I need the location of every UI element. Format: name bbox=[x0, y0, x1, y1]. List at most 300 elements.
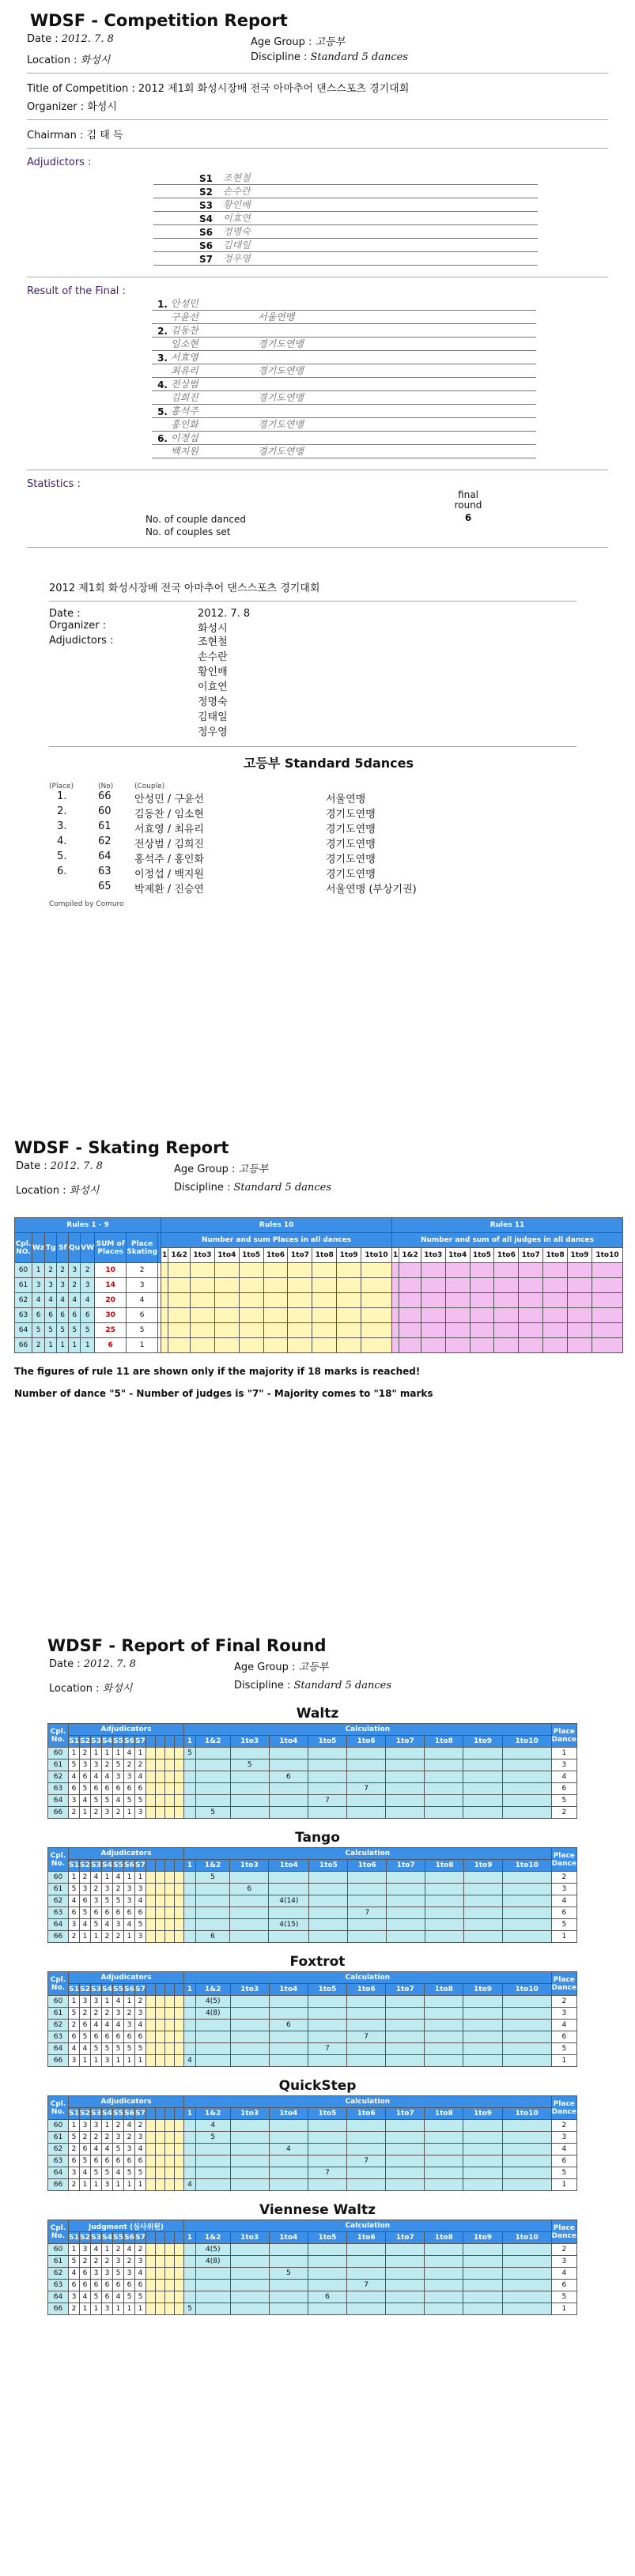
adjudicator-row bbox=[153, 212, 538, 225]
fr-calc-cell bbox=[269, 2043, 308, 2055]
fr-calc-cell bbox=[230, 1783, 269, 1795]
fr-mark: 1 bbox=[91, 2179, 102, 2191]
fr-empty-judge-col bbox=[165, 2108, 175, 2120]
fr-mark: 2 bbox=[124, 1759, 135, 1771]
sk-r10-cell bbox=[361, 1293, 392, 1308]
fr-mark: 6 bbox=[91, 2280, 102, 2291]
fr-row bbox=[48, 1907, 577, 1919]
fr-mark: 2 bbox=[113, 2244, 124, 2256]
fr-calc-col: 1to3 bbox=[230, 2232, 269, 2244]
fr-calc-col: 1to8 bbox=[425, 1984, 463, 1996]
fr-cpl-header: Cpl. No. bbox=[48, 1848, 69, 1872]
location-label: Location : bbox=[27, 55, 77, 66]
fr-mark: 3 bbox=[102, 1884, 113, 1895]
fr-mark: 4 bbox=[102, 2020, 113, 2031]
fr-calc-cell bbox=[387, 1872, 425, 1884]
fr-calc-cell bbox=[184, 2144, 196, 2155]
fr-row bbox=[48, 2144, 577, 2155]
fr-calc-cell bbox=[464, 1931, 503, 1943]
fr-calc-cell bbox=[230, 2008, 269, 2020]
fr-calc-cell bbox=[269, 2291, 308, 2303]
fr-place-dance: 3 bbox=[551, 1759, 576, 1771]
r11-col: 1to3 bbox=[421, 1248, 445, 1263]
fr-empty-mark bbox=[175, 1996, 184, 2008]
fr-calc-cell bbox=[308, 1783, 346, 1795]
fr-calc-cell bbox=[195, 2043, 230, 2055]
fr-calc-cell bbox=[502, 2268, 551, 2280]
fr-place-dance: 5 bbox=[551, 1795, 576, 1807]
fr-judge-col: S7 bbox=[135, 1736, 146, 1748]
fr-empty-mark bbox=[165, 2291, 175, 2303]
fr-calc-cell bbox=[386, 1996, 425, 2008]
fr-calc-cell bbox=[230, 1907, 269, 1919]
fr-calc-cell bbox=[230, 1996, 269, 2008]
sk-r10-cell bbox=[190, 1323, 214, 1338]
fr-place-dance: 6 bbox=[551, 1907, 576, 1919]
fr-empty-mark bbox=[156, 2303, 165, 2315]
sk-row bbox=[15, 1293, 623, 1308]
fr-calc-cell bbox=[464, 1919, 503, 1931]
fr-mark: 2 bbox=[69, 1807, 80, 1819]
fr-mark: 2 bbox=[102, 1931, 113, 1943]
sk-dance-place: 2 bbox=[69, 1278, 81, 1293]
summary-meta bbox=[49, 608, 608, 740]
fr-place-dance: 6 bbox=[551, 2280, 576, 2291]
fr-calc-cell bbox=[347, 2303, 386, 2315]
summary-place: 5. bbox=[57, 850, 67, 862]
fr-calc-cell: 7 bbox=[347, 2280, 386, 2291]
fr-calc-cell bbox=[184, 2031, 196, 2043]
fr-empty-mark bbox=[165, 2155, 175, 2167]
fr-calc-col: 1to6 bbox=[347, 1984, 386, 1996]
summary-adjudicator: 손수란 bbox=[198, 651, 228, 663]
fr-empty-mark bbox=[165, 1919, 175, 1931]
fr-calc-cell bbox=[195, 2291, 230, 2303]
fr-empty-mark bbox=[156, 1771, 165, 1783]
fr-judge-col: S1 bbox=[69, 1736, 80, 1748]
fr-judge-col: S2 bbox=[80, 2108, 91, 2120]
fr-cpl-no: 60 bbox=[48, 1872, 69, 1884]
fr-calc-cell: 5 bbox=[230, 1759, 269, 1771]
sk-dance-place: 5 bbox=[81, 1323, 95, 1338]
fr-judge-col: S2 bbox=[80, 1984, 91, 1996]
fr-empty-mark bbox=[146, 2256, 156, 2268]
fr-calc-cell bbox=[308, 2303, 346, 2315]
fr-mark: 2 bbox=[124, 2008, 135, 2020]
fr-calc-cell bbox=[230, 1872, 269, 1884]
fr-empty-judge-col bbox=[146, 1984, 156, 1996]
fr-mark: 4 bbox=[91, 2244, 102, 2256]
fr-judge-col: S1 bbox=[69, 2108, 80, 2120]
fr-calc-cell bbox=[502, 1748, 551, 1759]
sk-r11-cell bbox=[399, 1278, 421, 1293]
sk-date: 2012. 7. 8 bbox=[50, 1160, 103, 1172]
sk-r11-cell bbox=[392, 1338, 399, 1353]
fr-empty-judge-col bbox=[146, 2108, 156, 2120]
fr-row bbox=[48, 2020, 577, 2031]
fr-cpl-no: 60 bbox=[48, 2120, 69, 2132]
sk-dance-place: 4 bbox=[32, 1293, 45, 1308]
fr-mark: 5 bbox=[113, 2268, 124, 2280]
fr-calc-cell: 4(8) bbox=[195, 2256, 230, 2268]
fr-cpl-no: 66 bbox=[48, 1807, 69, 1819]
fr-row bbox=[48, 2244, 577, 2256]
fr-calc-cell bbox=[347, 2179, 386, 2191]
sk-r11-cell bbox=[543, 1338, 568, 1353]
fr-empty-mark bbox=[165, 1895, 175, 1907]
sk-r10-cell bbox=[161, 1278, 168, 1293]
final-rank: 5. bbox=[157, 406, 168, 417]
fr-calc-cell: 7 bbox=[347, 1783, 386, 1795]
fr-mark: 6 bbox=[113, 1783, 124, 1795]
fr-calc-col: 1to6 bbox=[347, 2232, 386, 2244]
fr-empty-mark bbox=[156, 1872, 165, 1884]
fr-mark: 1 bbox=[91, 1931, 102, 1943]
fr-empty-judge-col bbox=[175, 2108, 184, 2120]
fr-calc-cell: 7 bbox=[308, 2043, 346, 2055]
age-value: 고등부 bbox=[315, 36, 346, 48]
r10-col: 1to4 bbox=[214, 1248, 239, 1263]
fr-calc-cell: 4(14) bbox=[269, 1895, 309, 1907]
sk-dance-place: 4 bbox=[57, 1293, 69, 1308]
fr-calc-cell bbox=[309, 1931, 348, 1943]
fr-calc-cell: 6 bbox=[195, 1931, 230, 1943]
fr-calc-cell bbox=[425, 2144, 463, 2155]
sk-dance-place: 1 bbox=[45, 1338, 57, 1353]
fr-calc-cell bbox=[195, 1759, 230, 1771]
fr-mark: 6 bbox=[69, 2280, 80, 2291]
fr-empty-mark bbox=[165, 2167, 175, 2179]
fr-judge-col: S4 bbox=[102, 1736, 113, 1748]
final-club: 경기도연맹 bbox=[258, 338, 304, 349]
dance-header: Tg bbox=[45, 1233, 57, 1263]
fr-cpl-no: 60 bbox=[48, 1996, 69, 2008]
fr-calc-col: 1to3 bbox=[230, 1736, 269, 1748]
fr-calc-cell bbox=[184, 2256, 196, 2268]
final-leader: 이정섭 bbox=[171, 432, 198, 443]
fr-calc-cell bbox=[502, 1919, 551, 1931]
sk-dance-place: 2 bbox=[81, 1263, 95, 1278]
summary-couple: 김동찬 / 임소현 bbox=[134, 809, 204, 820]
sk-r11-cell bbox=[494, 1338, 519, 1353]
fr-empty-mark bbox=[165, 1748, 175, 1759]
fr-empty-judge-col bbox=[146, 1860, 156, 1872]
fr-mark: 1 bbox=[135, 2303, 146, 2315]
r11-col: 1 bbox=[392, 1248, 399, 1263]
fr-calc-col: 1to3 bbox=[230, 2108, 269, 2120]
fr-empty-mark bbox=[156, 2120, 165, 2132]
fr-calc-cell bbox=[308, 2244, 346, 2256]
fr-empty-mark bbox=[146, 2055, 156, 2067]
fr-calc-cell bbox=[230, 2020, 269, 2031]
fr-mark: 1 bbox=[69, 1996, 80, 2008]
fr-calc-cell: 5 bbox=[184, 1748, 196, 1759]
fr-calc-cell bbox=[308, 2144, 346, 2155]
fr-calc-cell bbox=[269, 2055, 308, 2067]
fr-calc-cell bbox=[347, 2291, 386, 2303]
fr-empty-mark bbox=[146, 2244, 156, 2256]
sk-r10-cell bbox=[239, 1308, 263, 1323]
fr-mark: 1 bbox=[91, 1748, 102, 1759]
fr-mark: 3 bbox=[80, 2244, 91, 2256]
sk-dance-place: 5 bbox=[69, 1323, 81, 1338]
sk-r11-cell bbox=[445, 1278, 470, 1293]
fr-row bbox=[48, 1931, 577, 1943]
r11-col: 1to6 bbox=[494, 1248, 519, 1263]
fr-empty-mark bbox=[175, 1919, 184, 1931]
fr-calc-col: 1to4 bbox=[269, 2108, 308, 2120]
fr-empty-mark bbox=[165, 2268, 175, 2280]
fr-calc-cell bbox=[309, 1919, 348, 1931]
summary-results bbox=[49, 790, 608, 896]
fr-mark: 2 bbox=[113, 1884, 124, 1895]
fr-calc-cell bbox=[386, 2055, 425, 2067]
fr-calc-cell bbox=[463, 2268, 502, 2280]
summary-row bbox=[49, 805, 608, 820]
fr-cpl-no: 61 bbox=[48, 1759, 69, 1771]
fr-empty-mark bbox=[165, 1931, 175, 1943]
adjudicator-code: S3 bbox=[199, 200, 213, 211]
fr-empty-judge-col bbox=[156, 2108, 165, 2120]
fr-judge-col: S7 bbox=[135, 1984, 146, 1996]
fr-empty-mark bbox=[165, 2055, 175, 2067]
fr-empty-judge-col bbox=[156, 1736, 165, 1748]
fr-calc-cell bbox=[463, 2280, 502, 2291]
summary-no: 60 bbox=[98, 805, 112, 817]
fr-mark: 6 bbox=[124, 2031, 135, 2043]
fr-mark: 6 bbox=[69, 1907, 80, 1919]
fr-calc-cell bbox=[348, 1919, 387, 1931]
sk-r10-cell bbox=[361, 1278, 392, 1293]
sk-location: 화성시 bbox=[69, 1185, 100, 1197]
fr-mark: 6 bbox=[135, 2280, 146, 2291]
fr-calc-cell bbox=[386, 2020, 425, 2031]
fr-mark: 4 bbox=[102, 2144, 113, 2155]
fr-calc-cell bbox=[269, 2256, 308, 2268]
final-club: 경기도연맹 bbox=[258, 392, 304, 403]
sk-r10-cell bbox=[288, 1308, 312, 1323]
sk-dance-place: 6 bbox=[45, 1308, 57, 1323]
fr-mark: 1 bbox=[113, 2179, 124, 2191]
fr-place-dance: 3 bbox=[551, 1884, 576, 1895]
fr-judge-col: S6 bbox=[124, 2108, 135, 2120]
fr-empty-mark bbox=[146, 2179, 156, 2191]
fr-mark: 3 bbox=[91, 2268, 102, 2280]
fr-calc-cell bbox=[184, 2244, 196, 2256]
summary-club: 서울연맹 bbox=[326, 794, 366, 805]
r11-col: 1to5 bbox=[470, 1248, 494, 1263]
fr-empty-judge-col bbox=[165, 1860, 175, 1872]
rules-10: Rules 10 bbox=[161, 1218, 392, 1233]
sk-r10-cell bbox=[161, 1308, 168, 1323]
fr-mark: 1 bbox=[102, 1872, 113, 1884]
fr-mark: 3 bbox=[80, 1759, 91, 1771]
summary-adjudicator: 정명숙 bbox=[198, 696, 228, 708]
fr-empty-mark bbox=[146, 2167, 156, 2179]
sk-r10-cell bbox=[161, 1323, 168, 1338]
fr-mark: 4 bbox=[69, 2043, 80, 2055]
fr-calc-cell bbox=[425, 2043, 463, 2055]
fr-judge-col: S4 bbox=[102, 2108, 113, 2120]
fr-header-2 bbox=[48, 2108, 577, 2120]
summary-no: 64 bbox=[98, 850, 112, 862]
fr-mark: 1 bbox=[80, 2303, 91, 2315]
sk-r10-cell bbox=[312, 1278, 337, 1293]
fr-mark: 5 bbox=[113, 1895, 124, 1907]
fr-mark: 6 bbox=[102, 2291, 113, 2303]
fr-calc-cell bbox=[386, 2256, 425, 2268]
fr-empty-mark bbox=[175, 2132, 184, 2144]
r10-col: 1 bbox=[161, 1248, 168, 1263]
fr-empty-mark bbox=[175, 1884, 184, 1895]
sk-r10-cell bbox=[337, 1263, 361, 1278]
summary-no: 63 bbox=[98, 866, 112, 877]
organizer-value: 화성시 bbox=[87, 101, 117, 113]
sk-r11-cell bbox=[519, 1263, 543, 1278]
sk-row bbox=[15, 1338, 623, 1353]
fr-mark: 3 bbox=[113, 2132, 124, 2144]
fr-calc-cell bbox=[425, 2256, 463, 2268]
fr-calc-cell: 7 bbox=[308, 2167, 346, 2179]
sk-dance-place: 4 bbox=[69, 1293, 81, 1308]
fr-calc-cell bbox=[347, 2043, 386, 2055]
sk-r11-cell bbox=[519, 1293, 543, 1308]
fr-empty-mark bbox=[146, 1795, 156, 1807]
fr-calc-cell: 4(5) bbox=[195, 1996, 230, 2008]
r10-col: 1to6 bbox=[263, 1248, 288, 1263]
fr-empty-judge-col bbox=[165, 1736, 175, 1748]
fr-mark: 1 bbox=[124, 2179, 135, 2191]
fr-calc-cell bbox=[425, 2008, 463, 2020]
age-label: Age Group : bbox=[251, 36, 312, 48]
date-value: 2012. 7. 8 bbox=[61, 33, 114, 45]
fr-calc-cell bbox=[184, 2291, 196, 2303]
adjudicator-name: 황인배 bbox=[223, 199, 251, 210]
fr-header-2 bbox=[48, 1984, 577, 1996]
fr-mark: 2 bbox=[135, 2120, 146, 2132]
fr-row bbox=[48, 1783, 577, 1795]
fr-date: 2012. 7. 8 bbox=[83, 1658, 136, 1670]
chairman-label: Chairman : bbox=[27, 130, 84, 141]
fr-mark: 4 bbox=[102, 1919, 113, 1931]
adjudicator-name: 손수란 bbox=[223, 186, 251, 197]
sk-r10-cell bbox=[337, 1323, 361, 1338]
fr-calc-cell bbox=[463, 2031, 502, 2043]
compiled-by: Compiled by Comuro bbox=[49, 900, 124, 908]
fr-calc-cell bbox=[309, 1907, 348, 1919]
sk-r10-cell bbox=[168, 1278, 190, 1293]
fr-calc-cell bbox=[184, 2008, 196, 2020]
fr-empty-mark bbox=[165, 2280, 175, 2291]
adjudicator-row bbox=[153, 252, 538, 266]
final-partner: 홍인화 bbox=[171, 419, 198, 430]
skating-note-2: Number of dance "5" - Number of judges is "7" - Majority comes to "18" marks bbox=[14, 1388, 433, 1399]
divider bbox=[49, 746, 576, 747]
sk-r10-cell bbox=[239, 1278, 263, 1293]
fr-empty-mark bbox=[165, 2256, 175, 2268]
sk-place: 6 bbox=[127, 1308, 158, 1323]
sk-r11-cell bbox=[494, 1323, 519, 1338]
fr-empty-mark bbox=[156, 2167, 165, 2179]
sk-r11-cell bbox=[592, 1278, 622, 1293]
fr-calc-cell bbox=[464, 1872, 503, 1884]
sk-r10-cell bbox=[190, 1338, 214, 1353]
fr-empty-mark bbox=[146, 1807, 156, 1819]
fr-row bbox=[48, 2280, 577, 2291]
fr-mark: 6 bbox=[135, 1907, 146, 1919]
fr-cpl-no: 66 bbox=[48, 2303, 69, 2315]
summary-couple: 홍석주 / 홍인화 bbox=[134, 854, 204, 866]
fr-calc-cell bbox=[184, 1907, 196, 1919]
fr-calc-cell: 5 bbox=[195, 1807, 230, 1819]
fr-cpl-no: 60 bbox=[48, 1748, 69, 1759]
sk-dance-place: 5 bbox=[57, 1323, 69, 1338]
adjudicator-row bbox=[153, 239, 538, 252]
fr-calc-cell bbox=[230, 2291, 269, 2303]
fr-mark: 6 bbox=[80, 1771, 91, 1783]
fr-row bbox=[48, 2155, 577, 2167]
fr-row bbox=[48, 2008, 577, 2020]
dance-title: QuickStep bbox=[278, 2078, 357, 2094]
fr-calc-cell bbox=[347, 2268, 386, 2280]
r10-col: 1&2 bbox=[168, 1248, 190, 1263]
fr-empty-mark bbox=[165, 2132, 175, 2144]
sk-dance-place: 2 bbox=[32, 1338, 45, 1353]
title-comp-label: Title of Competition : bbox=[27, 83, 135, 95]
fr-empty-mark bbox=[175, 1795, 184, 1807]
fr-mark: 3 bbox=[69, 1795, 80, 1807]
fr-header-2 bbox=[48, 2232, 577, 2244]
fr-empty-mark bbox=[165, 2179, 175, 2191]
fr-cpl-no: 61 bbox=[48, 2256, 69, 2268]
sk-r10-cell bbox=[239, 1323, 263, 1338]
fr-mark: 6 bbox=[69, 2155, 80, 2167]
fr-place-dance: 4 bbox=[551, 2268, 576, 2280]
fr-calc-cell bbox=[425, 2167, 463, 2179]
meta-row-1 bbox=[27, 33, 608, 48]
fr-mark: 6 bbox=[124, 2155, 135, 2167]
fr-mark: 6 bbox=[113, 1907, 124, 1919]
sk-cpl-no: 63 bbox=[15, 1308, 32, 1323]
chairman bbox=[27, 126, 608, 141]
summary-organizer-label: Organizer : bbox=[49, 620, 107, 632]
sk-r10-cell bbox=[161, 1338, 168, 1353]
final-leader: 서효영 bbox=[171, 352, 198, 363]
final-row-partner bbox=[152, 418, 536, 432]
fr-empty-judge-col bbox=[156, 1984, 165, 1996]
fr-mark: 1 bbox=[135, 1748, 146, 1759]
summary-no: 62 bbox=[98, 835, 112, 847]
fr-mark: 3 bbox=[91, 1895, 102, 1907]
sk-r11-cell bbox=[392, 1278, 399, 1293]
fr-cpl-no: 63 bbox=[48, 2031, 69, 2043]
sk-place: 3 bbox=[127, 1278, 158, 1293]
fr-mark: 3 bbox=[102, 2055, 113, 2067]
sk-dance-place: 1 bbox=[32, 1263, 45, 1278]
fr-calc-cell: 5 bbox=[184, 2303, 196, 2315]
fr-calc-cell bbox=[425, 1931, 464, 1943]
sk-r10-cell bbox=[337, 1308, 361, 1323]
fr-calc-cell bbox=[502, 1795, 551, 1807]
fr-calc-cell bbox=[502, 2179, 551, 2191]
r11-col: 1&2 bbox=[399, 1248, 421, 1263]
fr-calc-col: 1to4 bbox=[269, 1984, 308, 1996]
sk-row bbox=[15, 1278, 623, 1293]
fr-calc-col: 1to3 bbox=[230, 1860, 269, 1872]
fr-calc-cell bbox=[347, 1748, 386, 1759]
summary-date-label: Date : bbox=[49, 608, 81, 620]
fr-mark: 2 bbox=[135, 1996, 146, 2008]
